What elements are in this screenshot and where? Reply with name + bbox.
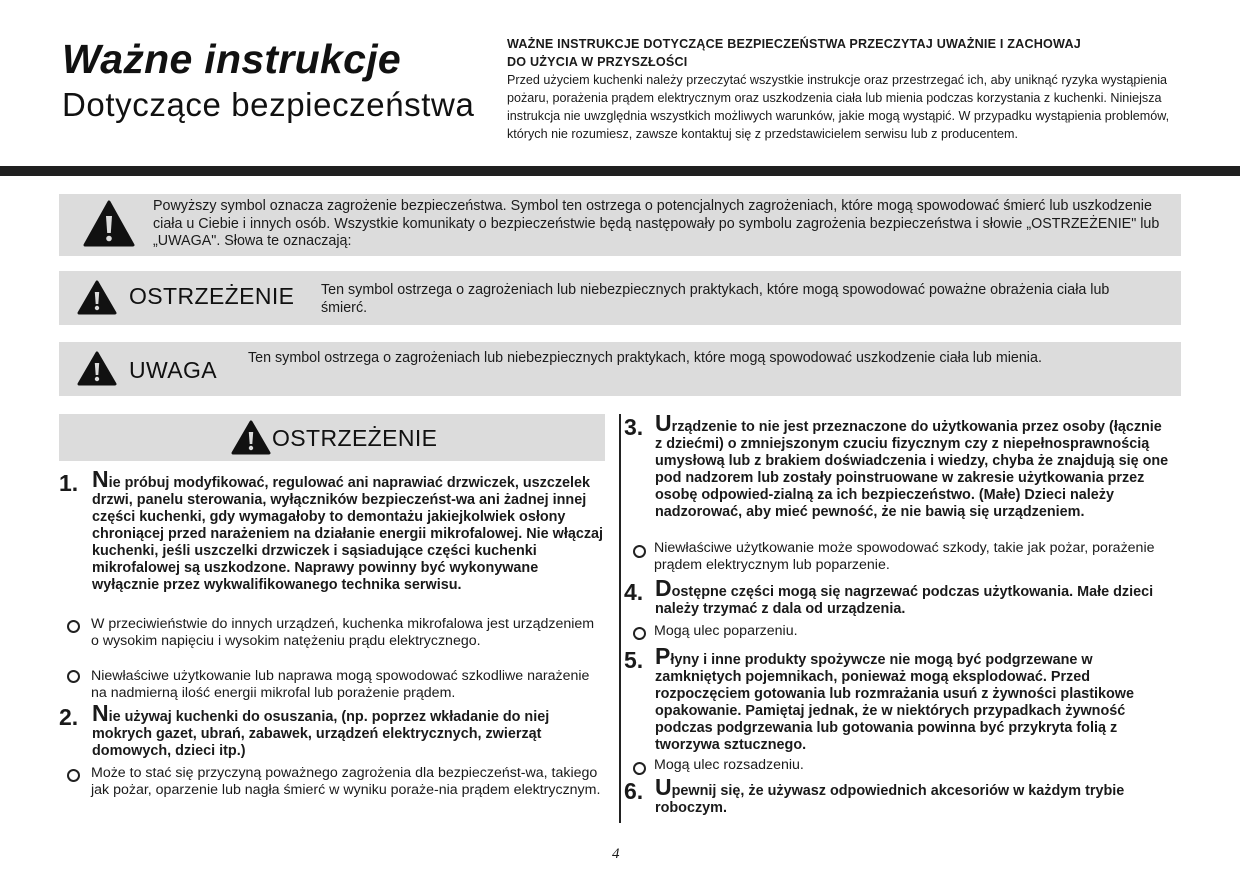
note-bullet-icon — [633, 627, 646, 640]
item-note: W przeciwieństwie do innych urządzeń, kuchenka mikrofalowa jest urządzeniem o wysokim napięciu i wysokim natężeniu prądu elektrycznego. — [91, 616, 595, 649]
item-number: 6. — [624, 778, 644, 804]
item-note: Mogą ulec poparzeniu. — [654, 623, 798, 639]
note-bullet-icon — [67, 769, 80, 782]
warning-triangle-icon — [77, 351, 117, 387]
warning-label: OSTRZEŻENIE — [129, 283, 295, 309]
caution-definition-panel — [59, 342, 1181, 396]
note-bullet-icon — [633, 545, 646, 558]
intro-block — [507, 35, 1187, 143]
intro-heading-line-1: WAŻNE INSTRUKCJE DOTYCZĄCE BEZPIECZEŃSTWA PRZECZYTAJ UWAŻNIE I ZACHOWAJ — [507, 37, 1081, 51]
list-item — [59, 700, 607, 760]
page-title: Ważne instrukcje — [62, 36, 401, 82]
warning-triangle-icon — [77, 280, 117, 316]
item-number: 4. — [624, 579, 644, 605]
item-number: 5. — [624, 647, 644, 673]
item-note: Niewłaściwe użytkowanie lub naprawa mogą spowodować szkodliwe narażenie na nadmierną ilość energii mikrofal lub porażenie prądem. — [91, 668, 590, 701]
warning-definition-panel — [59, 271, 1181, 325]
item-number: 3. — [624, 414, 644, 440]
note-bullet-icon — [67, 620, 80, 633]
list-item — [59, 466, 607, 594]
page-subtitle: Dotyczące bezpieczeństwa — [62, 86, 475, 123]
list-item — [624, 410, 1172, 521]
warning-definition-text: Ten symbol ostrzega o zagrożeniach lub niebezpiecznych praktykach, które mogą spowodować poważne obrażenia ciała lub śmierć. — [321, 282, 1110, 316]
symbol-explanation-panel — [59, 194, 1181, 256]
section-heading-box — [59, 414, 605, 461]
caution-definition-text: Ten symbol ostrzega o zagrożeniach lub niebezpiecznych praktykach, które mogą spowodować uszkodzenie ciała lub mienia. — [248, 350, 1042, 366]
page-number: 4 — [612, 846, 620, 862]
column-divider — [619, 414, 621, 823]
warning-triangle-icon — [83, 200, 135, 248]
list-item — [624, 774, 1172, 817]
header-divider-bar — [0, 166, 1240, 176]
list-item — [624, 643, 1172, 754]
item-text: Upewnij się, że używasz odpowiednich akcesoriów w każdym trybie roboczym. — [655, 774, 1125, 816]
item-text: Nie używaj kuchenki do osuszania, (np. poprzez wkładanie do niej mokrych gazet, ubrań, zabawek, urządzeń elektrycznych, zwierząt domowych, dzieci itp.) — [92, 700, 550, 759]
list-item — [624, 575, 1172, 618]
intro-heading-line-2: DO UŻYCIA W PRZYSZŁOŚCI — [507, 55, 688, 69]
section-heading: OSTRZEŻENIE — [272, 425, 438, 451]
note-bullet-icon — [633, 762, 646, 775]
item-note: Może to stać się przyczyną poważnego zagrożenia dla bezpieczeńst-wa, takiego jak pożar, oparzenie lub nagła śmierć w wyniku poraże-nia prądem elektrycznym. — [91, 765, 601, 798]
item-text: Dostępne części mogą się nagrzewać podczas użytkowania. Małe dzieci należy trzymać z dala od urządzenia. — [655, 575, 1154, 617]
item-note: Niewłaściwe użytkowanie może spowodować szkody, takie jak pożar, porażenie prądem elektrycznym lub poparzenie. — [654, 540, 1155, 573]
symbol-explanation-text: Powyższy symbol oznacza zagrożenie bezpieczeństwa. Symbol ten ostrzega o potencjalnych zagrożeniach, które mogą spowodować śmierć lub uszkodzenie ciała u Ciebie i innych osób. Wszystkie komunikaty o bezpieczeństwie będą następowały po symbolu zagrożenia bezpieczeństwa i słowie „OSTRZEŻENIE" lub „UWAGA". Słowa te oznaczają: — [153, 198, 1160, 249]
item-number: 1. — [59, 470, 79, 496]
warning-triangle-icon — [231, 420, 271, 456]
item-text: Nie próbuj modyfikować, regulować ani naprawiać drzwiczek, uszczelek drzwi, panelu sterowania, wyłączników bezpieczeńst-wa ani żadnej innej części kuchenki, gdy wymagałoby to demontażu jakiejkolwiek osłony chroniącej przed narażeniem na działanie energii mikrofalowej. Nie włączaj kuchenki, jeśli uszczelki drzwiczek i sąsiadujące części kuchenki mikrofalowej są uszkodzone. Naprawy powinny być wykonywane wyłącznie przez wykwalifikowanego technika serwisu. — [92, 466, 604, 593]
item-text: Płyny i inne produkty spożywcze nie mogą być podgrzewane w zamkniętych pojemnikach, ponieważ mogą eksplodować. Przed rozpoczęciem gotowania lub rozmrażania usuń z żywności plastikowe opakowanie. Pamiętaj jednak, że w niektórych przypadkach żywność podczas podgrzewania lub gotowania powinna być przykryta folią z tworzywa sztucznego. — [655, 643, 1134, 753]
note-bullet-icon — [67, 670, 80, 683]
intro-text: Przed użyciem kuchenki należy przeczytać wszystkie instrukcje oraz przestrzegać ich, aby uniknąć ryzyka wystąpienia pożaru, porażenia prądem elektrycznym oraz uszkodzenia ciała lub mienia podczas korzystania z kuchenki. Niniejsza instrukcja nie uwzględnia wszystkich możliwych warunków, jakie mogą wystąpić. W przypadku wystąpienia problemów, których nie rozumiesz, zawsze kontaktuj się z przedstawicielem serwisu lub z producentem. — [507, 73, 1170, 141]
item-text: Urządzenie to nie jest przeznaczone do użytkowania przez osoby (łącznie z dziećmi) o zmniejszonym czuciu fizycznym czy z niepełnosprawnością umysłową lub z brakiem doświadczenia i wiedzy, chyba że znajdują się one pod nadzorem lub zostały poinstruowane w zakresie użytkowania przez osobę odpowied-zialną za ich bezpieczeństwo. (Małe) Dzieci należy nadzorować, aby mieć pewność, że nie bawią się urządzeniem. — [655, 410, 1169, 520]
item-number: 2. — [59, 704, 79, 730]
caution-label: UWAGA — [129, 357, 218, 383]
item-note: Mogą ulec rozsadzeniu. — [654, 757, 804, 773]
